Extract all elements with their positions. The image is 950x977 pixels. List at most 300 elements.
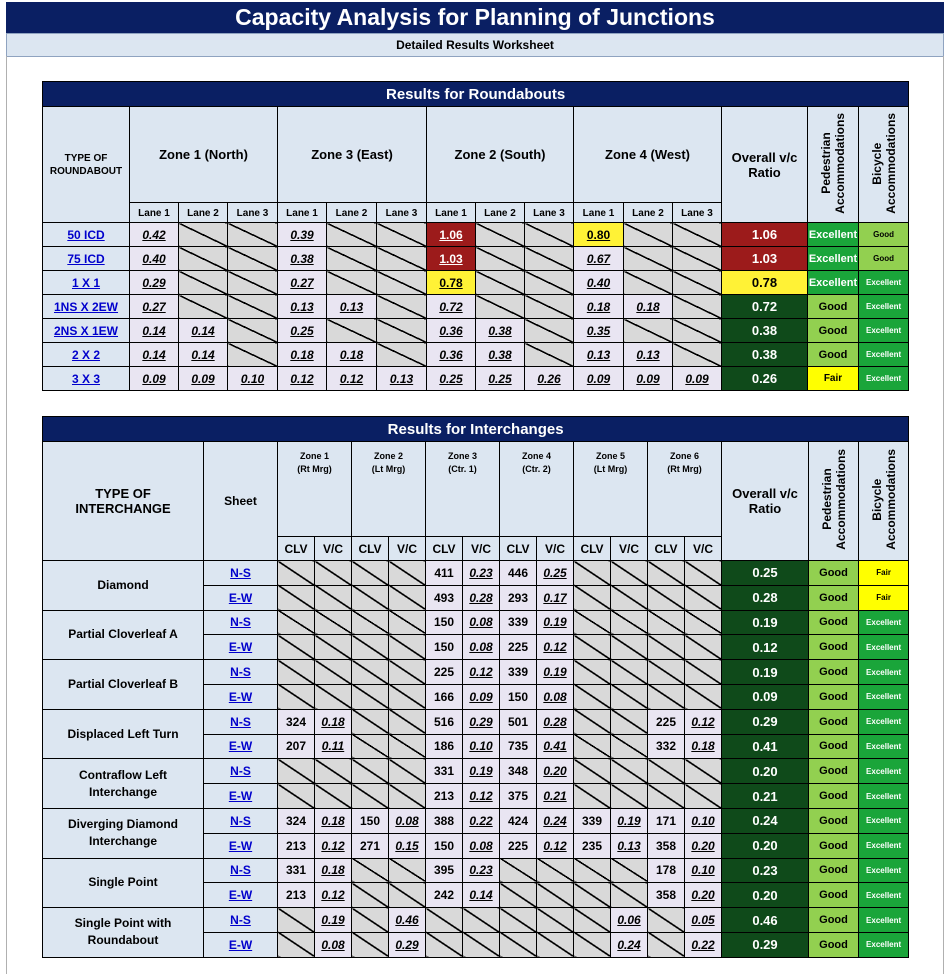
vc-ratio-cell: 0.38 [476, 319, 525, 343]
sheet-link-cell [204, 635, 278, 660]
roundabout-lane-header: Lane 3 [228, 203, 278, 223]
overall-vc-cell: 0.72 [722, 295, 808, 319]
na-cell [476, 247, 525, 271]
interchange-row [43, 908, 909, 933]
clv-cell: 225 [500, 833, 537, 858]
interchange-type-header [43, 442, 204, 561]
na-cell [611, 883, 648, 908]
na-cell [327, 271, 377, 295]
na-cell [352, 734, 389, 759]
roundabout-bike-header [859, 107, 909, 223]
roundabout-type-link[interactable]: 2 X 2 [71, 347, 101, 362]
na-cell [525, 319, 574, 343]
na-cell [525, 223, 574, 247]
na-cell [278, 932, 315, 957]
bike-accommodation-cell: Excellent [859, 908, 909, 933]
vc-ratio-cell: 0.20 [685, 883, 722, 908]
interchange-name-cell-line: Roundabout [87, 933, 159, 948]
vc-ratio-cell: 0.12 [463, 660, 500, 685]
vc-ratio-cell: 0.18 [315, 808, 352, 833]
na-cell [537, 883, 574, 908]
overall-vc-cell: 0.25 [722, 561, 809, 586]
vc-ratio-cell: 0.14 [179, 343, 228, 367]
roundabout-bike-header-text-line: Accommodations [883, 112, 898, 214]
na-cell [228, 271, 278, 295]
overall-vc-cell: 0.38 [722, 343, 808, 367]
na-cell [574, 858, 611, 883]
vc-ratio-cell: 0.40 [574, 271, 624, 295]
clv-cell: 171 [648, 808, 685, 833]
roundabout-type-cell [43, 367, 130, 391]
vc-ratio-cell: 0.13 [278, 295, 327, 319]
sheet-link-cell [204, 561, 278, 586]
sheet-link[interactable]: N-S [230, 615, 251, 630]
na-cell [476, 271, 525, 295]
roundabout-ped-header-text-line: Pedestrian [819, 132, 833, 194]
clv-cell: 348 [500, 759, 537, 784]
na-cell [537, 932, 574, 957]
roundabout-type-header [43, 107, 130, 223]
sheet-link[interactable]: N-S [230, 565, 251, 580]
vc-ratio-cell: 0.29 [130, 271, 179, 295]
sheet-link-cell [204, 784, 278, 809]
vc-ratio-cell: 0.08 [463, 610, 500, 635]
vc-ratio-cell: 0.28 [463, 585, 500, 610]
vc-ratio-cell: 0.12 [685, 709, 722, 734]
vc-ratio-cell: 0.23 [463, 858, 500, 883]
bike-accommodation-cell: Good [859, 223, 909, 247]
roundabout-type-link[interactable]: 75 ICD [67, 251, 105, 266]
clv-cell: 395 [426, 858, 463, 883]
roundabout-section-title: Results for Roundabouts [43, 82, 909, 107]
vc-ratio-cell: 1.03 [427, 247, 476, 271]
vc-ratio-cell: 0.14 [179, 319, 228, 343]
bike-accommodation-cell: Excellent [859, 759, 909, 784]
na-cell [228, 223, 278, 247]
na-cell [315, 561, 352, 586]
na-cell [278, 660, 315, 685]
interchange-zone-header-line: Zone 4 [521, 451, 551, 461]
ped-accommodation-cell: Good [808, 319, 859, 343]
clv-cell: 166 [426, 684, 463, 709]
na-cell [228, 319, 278, 343]
na-cell [624, 319, 673, 343]
na-cell [685, 561, 722, 586]
na-cell [525, 295, 574, 319]
ped-accommodation-cell: Good [809, 635, 859, 660]
na-cell [389, 635, 426, 660]
na-cell [352, 561, 389, 586]
vc-ratio-cell: 0.12 [537, 833, 574, 858]
roundabout-zone-header: Zone 2 (South) [427, 107, 574, 203]
interchange-row [43, 709, 909, 734]
na-cell [377, 343, 427, 367]
interchange-name-cell-line: Partial Cloverleaf A [68, 627, 178, 642]
clv-cell: 225 [648, 709, 685, 734]
bike-accommodation-cell: Excellent [859, 319, 909, 343]
na-cell [228, 295, 278, 319]
vc-ratio-cell: 0.10 [685, 858, 722, 883]
sheet-link-cell [204, 610, 278, 635]
na-cell [278, 561, 315, 586]
clv-cell: 493 [426, 585, 463, 610]
na-cell [377, 223, 427, 247]
clv-header: CLV [352, 537, 389, 561]
interchange-bike-header [859, 442, 909, 561]
interchange-name-cell-line: Contraflow Left [79, 767, 167, 782]
na-cell [574, 883, 611, 908]
overall-vc-cell: 0.46 [722, 908, 809, 933]
na-cell [648, 610, 685, 635]
vc-ratio-cell: 0.08 [389, 808, 426, 833]
roundabout-overall-header-line: Overall v/c [731, 149, 798, 165]
na-cell [611, 858, 648, 883]
na-cell [648, 759, 685, 784]
na-cell [389, 858, 426, 883]
clv-cell: 225 [500, 635, 537, 660]
sheet-link-cell [204, 660, 278, 685]
ped-accommodation-cell: Good [809, 858, 859, 883]
roundabout-bike-header-text-line: Bicycle [869, 141, 884, 185]
vc-ratio-cell: 0.26 [525, 367, 574, 391]
interchange-row [43, 759, 909, 784]
bike-accommodation-cell: Excellent [859, 367, 909, 391]
roundabout-row [43, 223, 909, 247]
page-subtitle: Detailed Results Worksheet [6, 33, 944, 57]
vc-ratio-cell: 0.22 [463, 808, 500, 833]
vc-ratio-cell: 0.10 [685, 808, 722, 833]
roundabout-type-link[interactable]: 3 X 3 [71, 371, 101, 386]
clv-header: CLV [426, 537, 463, 561]
na-cell [574, 635, 611, 660]
sheet-link[interactable]: E-W [228, 838, 253, 853]
vc-ratio-cell: 0.72 [427, 295, 476, 319]
roundabout-type-link[interactable]: 1 X 1 [71, 275, 101, 290]
bike-accommodation-cell: Excellent [859, 784, 909, 809]
clv-header: CLV [648, 537, 685, 561]
roundabout-type-link[interactable]: 2NS X 1EW [53, 323, 119, 338]
na-cell [648, 585, 685, 610]
vc-ratio-cell: 0.18 [574, 295, 624, 319]
na-cell [574, 585, 611, 610]
vc-ratio-cell: 0.39 [278, 223, 327, 247]
na-cell [476, 223, 525, 247]
clv-cell: 150 [500, 684, 537, 709]
na-cell [673, 247, 722, 271]
vc-ratio-cell: 0.09 [463, 684, 500, 709]
vc-ratio-cell: 0.27 [130, 295, 179, 319]
na-cell [315, 784, 352, 809]
roundabout-row [43, 295, 909, 319]
na-cell [389, 684, 426, 709]
sheet-link[interactable]: E-W [228, 590, 253, 605]
bike-accommodation-cell: Excellent [859, 610, 909, 635]
na-cell [352, 684, 389, 709]
vc-ratio-cell: 0.18 [315, 858, 352, 883]
sheet-link[interactable]: E-W [228, 888, 253, 903]
na-cell [352, 932, 389, 957]
na-cell [278, 635, 315, 660]
sheet-link-cell [204, 833, 278, 858]
vc-header: V/C [685, 537, 722, 561]
interchange-zone-header-line: (Ctr. 1) [448, 464, 477, 474]
na-cell [685, 635, 722, 660]
roundabout-lane-header: Lane 2 [624, 203, 673, 223]
vc-ratio-cell: 0.17 [537, 585, 574, 610]
vc-ratio-cell: 0.14 [130, 319, 179, 343]
interchange-zone-header-row [43, 442, 909, 537]
overall-vc-cell: 0.09 [722, 684, 809, 709]
ped-accommodation-cell: Good [809, 833, 859, 858]
na-cell [389, 660, 426, 685]
roundabout-type-link[interactable]: 50 ICD [67, 227, 105, 242]
ped-accommodation-cell: Fair [808, 367, 859, 391]
na-cell [525, 247, 574, 271]
na-cell [352, 660, 389, 685]
ped-accommodation-cell: Good [809, 734, 859, 759]
bike-accommodation-cell: Excellent [859, 833, 909, 858]
vc-ratio-cell: 0.29 [463, 709, 500, 734]
vc-ratio-cell: 0.67 [574, 247, 624, 271]
vc-ratio-cell: 0.19 [611, 808, 648, 833]
clv-cell: 339 [574, 808, 611, 833]
vc-ratio-cell: 0.38 [476, 343, 525, 367]
roundabout-type-header-line: TYPE OF [64, 152, 108, 164]
na-cell [500, 908, 537, 933]
vc-ratio-cell: 0.19 [537, 660, 574, 685]
overall-vc-cell: 0.20 [722, 759, 809, 784]
clv-cell: 178 [648, 858, 685, 883]
na-cell [476, 295, 525, 319]
vc-ratio-cell: 0.08 [315, 932, 352, 957]
interchange-type-header-line: INTERCHANGE [75, 501, 171, 516]
interchange-zone-header [278, 442, 352, 537]
vc-ratio-cell: 0.19 [315, 908, 352, 933]
roundabout-type-link[interactable]: 1NS X 2EW [53, 299, 119, 314]
sheet-link[interactable]: E-W [228, 937, 253, 952]
na-cell [352, 908, 389, 933]
na-cell [352, 858, 389, 883]
ped-accommodation-cell: Good [809, 808, 859, 833]
na-cell [574, 660, 611, 685]
sheet-link[interactable]: N-S [230, 714, 251, 729]
na-cell [315, 585, 352, 610]
vc-header: V/C [537, 537, 574, 561]
ped-accommodation-cell: Excellent [808, 223, 859, 247]
ped-accommodation-cell: Good [809, 684, 859, 709]
clv-cell: 150 [426, 610, 463, 635]
sheet-link-cell [204, 908, 278, 933]
overall-vc-cell: 1.03 [722, 247, 808, 271]
ped-accommodation-cell: Good [809, 660, 859, 685]
bike-accommodation-cell: Excellent [859, 734, 909, 759]
roundabout-lane-header: Lane 3 [525, 203, 574, 223]
clv-cell: 331 [278, 858, 315, 883]
ped-accommodation-cell: Good [809, 709, 859, 734]
vc-ratio-cell: 0.25 [476, 367, 525, 391]
interchange-name-cell [43, 610, 204, 660]
vc-ratio-cell: 0.40 [130, 247, 179, 271]
na-cell [574, 734, 611, 759]
interchange-name-cell-line: Diamond [97, 577, 149, 592]
interchange-bike-header-text-line: Accommodations [883, 449, 898, 550]
vc-ratio-cell: 0.10 [463, 734, 500, 759]
na-cell [574, 908, 611, 933]
interchange-row [43, 858, 909, 883]
ped-accommodation-cell: Excellent [808, 247, 859, 271]
interchange-name-cell [43, 858, 204, 908]
bike-accommodation-cell: Excellent [859, 883, 909, 908]
ped-accommodation-cell: Good [809, 784, 859, 809]
overall-vc-cell: 0.41 [722, 734, 809, 759]
vc-ratio-cell: 0.20 [685, 833, 722, 858]
sheet-link[interactable]: N-S [230, 863, 251, 878]
na-cell [611, 635, 648, 660]
na-cell [685, 684, 722, 709]
roundabout-row [43, 319, 909, 343]
interchange-zone-header-line: (Ctr. 2) [522, 464, 551, 474]
interchange-bike-header-text [870, 449, 898, 550]
bike-accommodation-cell: Excellent [859, 271, 909, 295]
bike-accommodation-cell: Excellent [859, 709, 909, 734]
vc-ratio-cell: 0.12 [315, 883, 352, 908]
sheet-link[interactable]: E-W [228, 640, 253, 655]
overall-vc-cell: 0.24 [722, 808, 809, 833]
sheet-link-cell [204, 709, 278, 734]
vc-ratio-cell: 0.19 [463, 759, 500, 784]
interchange-zone-header [426, 442, 500, 537]
clv-cell: 339 [500, 610, 537, 635]
na-cell [685, 660, 722, 685]
interchange-ped-header-text [820, 449, 848, 550]
clv-cell: 271 [352, 833, 389, 858]
na-cell [685, 610, 722, 635]
na-cell [574, 709, 611, 734]
clv-header: CLV [278, 537, 315, 561]
na-cell [389, 561, 426, 586]
na-cell [463, 932, 500, 957]
interchange-zone-header-line: (Lt Mrg) [371, 464, 406, 474]
bike-accommodation-cell: Excellent [859, 343, 909, 367]
na-cell [179, 247, 228, 271]
clv-cell: 324 [278, 808, 315, 833]
vc-ratio-cell: 0.25 [537, 561, 574, 586]
vc-ratio-cell: 0.24 [537, 808, 574, 833]
clv-cell: 358 [648, 883, 685, 908]
interchange-name-cell-line: Displaced Left Turn [67, 726, 179, 741]
interchange-name-cell-line: Single Point with [74, 916, 172, 931]
sheet-link-cell [204, 759, 278, 784]
interchange-ped-header-text-line: Accommodations [833, 449, 848, 550]
roundabout-lane-header: Lane 3 [673, 203, 722, 223]
sheet-link-cell [204, 684, 278, 709]
overall-vc-cell: 0.29 [722, 709, 809, 734]
na-cell [377, 319, 427, 343]
ped-accommodation-cell: Good [808, 295, 859, 319]
interchange-zone-header [352, 442, 426, 537]
vc-ratio-cell: 0.20 [537, 759, 574, 784]
clv-cell: 446 [500, 561, 537, 586]
sheet-link[interactable]: N-S [230, 665, 251, 680]
ped-accommodation-cell: Good [808, 343, 859, 367]
roundabout-ped-header-text [819, 113, 847, 214]
na-cell [574, 759, 611, 784]
overall-vc-cell: 0.38 [722, 319, 808, 343]
roundabout-type-header-line: ROUNDABOUT [49, 165, 123, 177]
na-cell [673, 271, 722, 295]
overall-vc-cell: 0.20 [722, 833, 809, 858]
overall-vc-cell: 0.12 [722, 635, 809, 660]
vc-ratio-cell: 0.41 [537, 734, 574, 759]
roundabout-lane-header: Lane 2 [179, 203, 228, 223]
na-cell [685, 585, 722, 610]
sheet-link[interactable]: E-W [228, 689, 253, 704]
sheet-link[interactable]: E-W [228, 789, 253, 804]
bike-accommodation-cell: Fair [859, 585, 909, 610]
vc-ratio-cell: 0.09 [574, 367, 624, 391]
na-cell [673, 295, 722, 319]
vc-ratio-cell: 0.19 [537, 610, 574, 635]
interchange-zone-header-line: (Rt Mrg) [667, 464, 702, 474]
na-cell [648, 784, 685, 809]
clv-cell: 186 [426, 734, 463, 759]
overall-vc-cell: 0.21 [722, 784, 809, 809]
sheet-link[interactable]: N-S [230, 764, 251, 779]
overall-vc-cell: 0.20 [722, 883, 809, 908]
clv-cell: 242 [426, 883, 463, 908]
na-cell [500, 858, 537, 883]
na-cell [315, 635, 352, 660]
interchange-row [43, 660, 909, 685]
roundabout-ped-header [808, 107, 859, 223]
overall-vc-cell: 0.23 [722, 858, 809, 883]
interchange-name-cell-line: Diverging Diamond [67, 817, 178, 832]
sheet-link[interactable]: N-S [230, 913, 251, 928]
sheet-link-cell [204, 734, 278, 759]
na-cell [648, 660, 685, 685]
vc-ratio-cell: 0.12 [278, 367, 327, 391]
sheet-link[interactable]: E-W [228, 739, 253, 754]
interchange-overall-header [722, 442, 809, 561]
na-cell [624, 247, 673, 271]
vc-ratio-cell: 0.29 [389, 932, 426, 957]
roundabout-zone-header: Zone 1 (North) [130, 107, 278, 203]
vc-header: V/C [463, 537, 500, 561]
interchange-zone-header-line: (Rt Mrg) [297, 464, 332, 474]
interchange-row [43, 561, 909, 586]
na-cell [611, 784, 648, 809]
na-cell [624, 223, 673, 247]
clv-cell: 207 [278, 734, 315, 759]
na-cell [574, 932, 611, 957]
bike-accommodation-cell: Excellent [859, 684, 909, 709]
na-cell [525, 343, 574, 367]
vc-header: V/C [315, 537, 352, 561]
vc-ratio-cell: 0.35 [574, 319, 624, 343]
vc-ratio-cell: 0.12 [463, 784, 500, 809]
roundabout-lane-header: Lane 2 [327, 203, 377, 223]
vc-ratio-cell: 1.06 [427, 223, 476, 247]
vc-ratio-cell: 0.11 [315, 734, 352, 759]
roundabout-section-header-row [43, 82, 909, 107]
vc-ratio-cell: 0.08 [537, 684, 574, 709]
na-cell [648, 908, 685, 933]
overall-vc-cell: 0.19 [722, 610, 809, 635]
roundabout-lane-header: Lane 1 [574, 203, 624, 223]
na-cell [278, 684, 315, 709]
na-cell [685, 784, 722, 809]
sheet-link[interactable]: N-S [230, 813, 251, 828]
